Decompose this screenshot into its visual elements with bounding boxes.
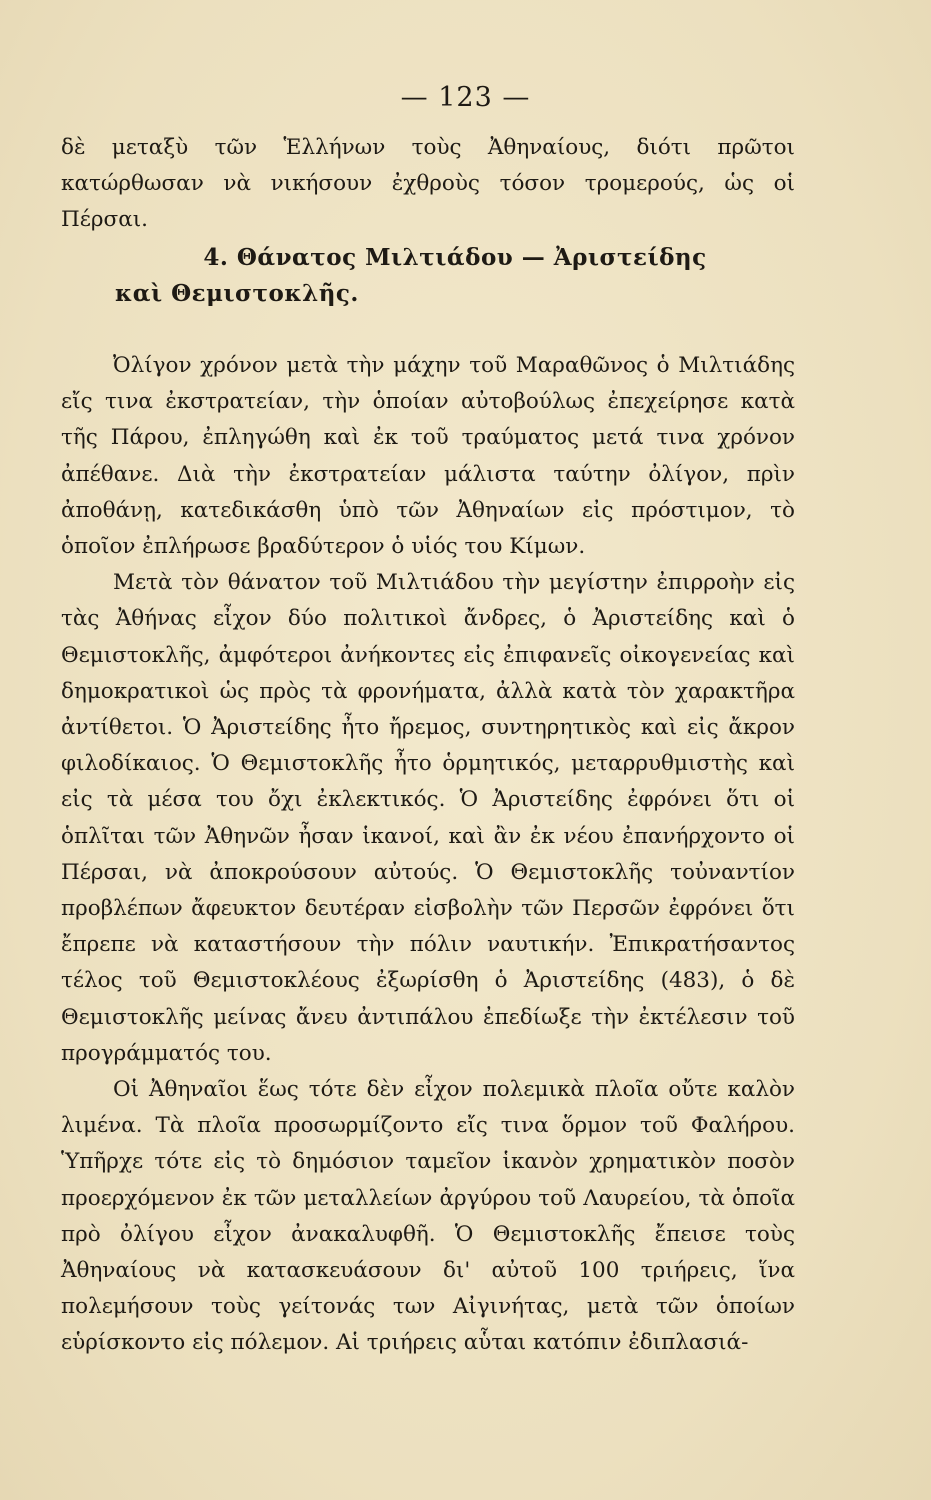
intro-text: δὲ μεταξὺ τῶν Ἑλλήνων τοὺς Ἀθηναίους, διότι πρῶτοι κατώρθωσαν νὰ νικήσουν ἐχθροὺς τόσον τρομερούς, ὡς οἱ Πέρσαι. xyxy=(61,135,795,233)
paragraph-aristides-themistocles: Μετὰ τὸν θάνατον τοῦ Μιλτιάδου τὴν μεγίστην ἐπιρροὴν εἰς τὰς Ἀθήνας εἶχον δύο πολιτικοὶ ἄνδρες, ὁ Ἀριστείδης καὶ ὁ Θεμιστοκλῆς, ἀμφότεροι ἀνήκοντες εἰς ἐπιφανεῖς οἰκογενείας καὶ δημοκρατικοὶ ὡς πρὸς τὰ φρονήματα, ἀλλὰ κατὰ τὸν χαρακτῆρα ἀντίθετοι. Ὁ Ἀριστείδης ἦτο ἤρεμος, συντηρητικὸς καὶ εἰς ἄκρον φιλοδίκαιος. Ὁ Θεμιστοκλῆς ἦτο ὁρμητικός, μεταρρυθμιστὴς καὶ εἰς τὰ μέσα του ὄχι ἐκλεκτικός. Ὁ Ἀριστείδης ἐφρόνει ὅτι οἱ ὁπλῖται τῶν Ἀθηνῶν ἦσαν ἱκανοί, καὶ ἂν ἐκ νέου ἐπανήρχοντο οἱ Πέρσαι, νὰ ἀποκρούσουν αὐτούς. Ὁ Θεμιστοκλῆς τοὐναντίον προβλέπων ἄφευκτον δευτέραν εἰσβολὴν τῶν Περσῶν ἐφρόνει ὅτι ἔπρεπε νὰ καταστήσουν τὴν πόλιν ναυτικήν. Ἐπικρατήσαντος τέλος τοῦ Θεμιστοκλέους ἐξωρίσθη ὁ Ἀριστείδης (483), ὁ δὲ Θεμιστοκλῆς μείνας ἄνευ ἀντιπάλου ἐπεδίωξε τὴν ἐκτέλεσιν τοῦ προγράμματός του. xyxy=(61,570,795,1066)
paragraph-miltiades: Ὀλίγον χρόνον μετὰ τὴν μάχην τοῦ Μαραθῶνος ὁ Μιλτιάδης εἴς τινα ἐκστρατείαν, τὴν ὁποίαν αὐτοβούλως ἐπεχείρησε κατὰ τῆς Πάρου, ἐπληγώθη καὶ ἐκ τοῦ τραύματος μετά τινα χρόνον ἀπέθανε. Διὰ τὴν ἐκστρατείαν μάλιστα ταύτην ὀλίγον, πρὶν ἀποθάνῃ, κατεδικάσθη ὑπὸ τῶν Ἀθηναίων εἰς πρόστιμον, τὸ ὁποῖον ἐπλήρωσε βραδύτερον ὁ υἱός του Κίμων. xyxy=(61,353,795,560)
section-heading-line1: 4. Θάνατος Μιλτιάδου — Ἀριστείδης xyxy=(203,244,707,271)
section-heading xyxy=(115,240,795,312)
paragraph-ships: Οἱ Ἀθηναῖοι ἕως τότε δὲν εἶχον πολεμικὰ πλοῖα οὔτε καλὸν λιμένα. Τὰ πλοῖα προσωρμίζοντο εἴς τινα ὅρμον τοῦ Φαλήρου. Ὑπῆρχε τότε εἰς τὸ δημόσιον ταμεῖον ἱκανὸν χρηματικὸν ποσὸν προερχόμενον ἐκ τῶν μεταλλείων ἀργύρου τοῦ Λαυρείου, τὰ ὁποῖα πρὸ ὀλίγου εἶχον ἀνακαλυφθῆ. Ὁ Θεμιστοκλῆς ἔπεισε τοὺς Ἀθηναίους νὰ κατασκευάσουν δι' αὐτοῦ 100 τριήρεις, ἵνα πολεμήσουν τοὺς γείτονάς των Αἰγινήτας, μετὰ τῶν ὁποίων εὑρίσκοντο εἰς πόλεμον. Αἱ τριήρεις αὗται κατόπιν ἐδιπλασιά- xyxy=(61,1077,795,1356)
intro-paragraph xyxy=(61,130,795,239)
page-number: — 123 — xyxy=(400,82,531,113)
body-text xyxy=(61,348,795,1362)
section-heading-line2: καὶ Θεμιστοκλῆς. xyxy=(115,280,359,307)
